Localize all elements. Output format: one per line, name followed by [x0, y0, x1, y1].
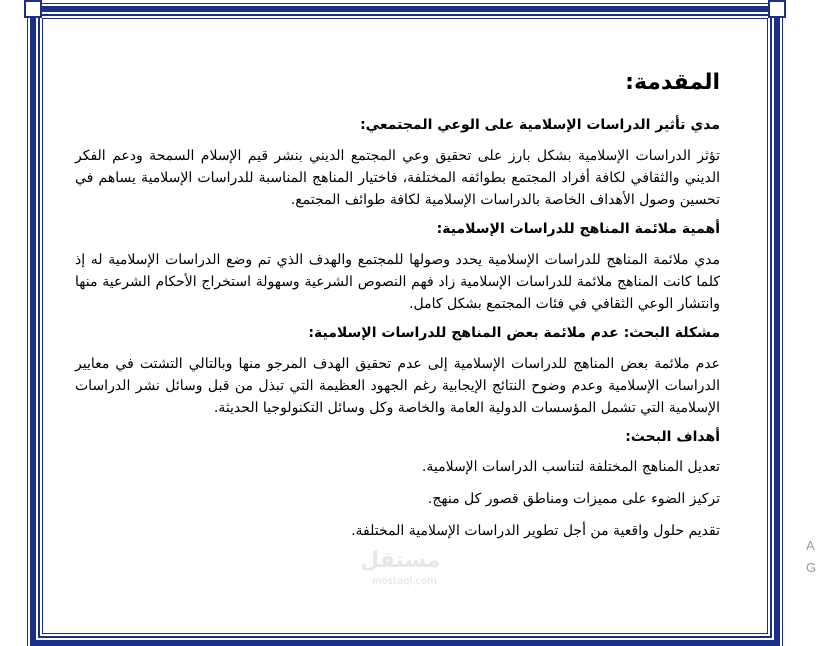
- goal-item: تركيز الضوء على مميزات ومناطق قصور كل منهج.: [427, 491, 720, 507]
- border-corner-ornament: [24, 0, 42, 18]
- section-paragraph: مدي ملائمة المناهج للدراسات الإسلامية يحدد وصولها للمجتمع والهدف الذي تم وضع الدراسات الإسلامية له إذ كلما كانت المناهج ملائمة للدراسات الإسلامية زاد فهم النصوص الشرعية وسهولة استخراج الأحكام الشرعية منها وانتشار الوعي الثقافي في فئات المجتمع بشكل كامل.: [75, 252, 720, 312]
- edge-overlay-letter: A: [806, 538, 815, 553]
- section-heading: أهمية ملائمة المناهج للدراسات الإسلامية:: [436, 221, 720, 237]
- section-heading: مدي تأثير الدراسات الإسلامية على الوعي المجتمعي:: [360, 117, 720, 133]
- section-heading: مشكلة البحث: عدم ملائمة بعض المناهج للدراسات الإسلامية:: [308, 325, 720, 341]
- section-heading: أهداف البحث:: [625, 429, 720, 445]
- document-title: المقدمة:: [625, 70, 720, 95]
- goal-item: تقديم حلول واقعية من أجل تطوير الدراسات الإسلامية المختلفة.: [351, 523, 720, 539]
- edge-overlay-letter: G: [806, 560, 816, 575]
- border-corner-ornament: [768, 0, 786, 18]
- goal-item: تعديل المناهج المختلفة لتناسب الدراسات الإسلامية.: [421, 459, 720, 475]
- section-paragraph: عدم ملائمة بعض المناهج للدراسات الإسلامية إلى عدم تحقيق الهدف المرجو منها وبالتالي التشتت في معايير الدراسات الإسلامية وعدم وضوح النتائج الإيجابية رغم الجهود العظيمة التي تبذل من قبل وسائل نشر الدراسات الإسلامية التي تشمل المؤسسات الدولية العامة والخاصة وكل وسائل التكنولوجيا الحديثة.: [75, 356, 720, 416]
- watermark-url: mostaql.com: [372, 576, 437, 587]
- watermark-logo: مستقل: [360, 548, 441, 573]
- section-paragraph: تؤثر الدراسات الإسلامية بشكل بارز على تحقيق وعي المجتمع الديني بنشر قيم الإسلام السمحة ودعم الفكر الديني والثقافي لكافة أفراد المجتمع بطوائفه المختلفة، فاختيار المناهج المناسبة للدراسات الإسلامية يساهم في تحسين وصول الأهداف الخاصة بالدراسات الإسلامية لكافة طوائف المجتمع.: [75, 148, 720, 208]
- document-content: [75, 60, 720, 553]
